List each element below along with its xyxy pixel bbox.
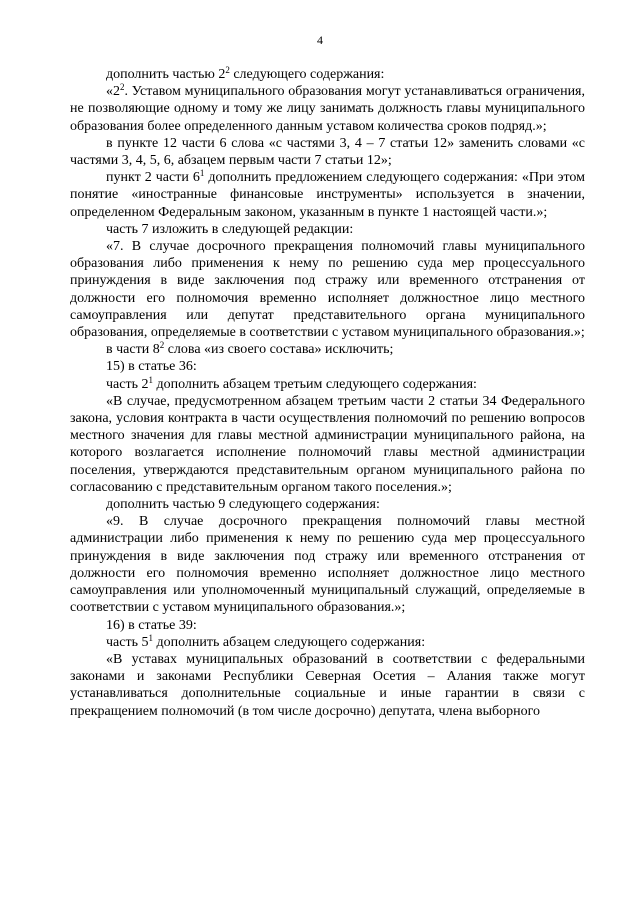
text-run: дополнить абзацем следующего содержания: (152, 634, 426, 650)
text-run: в части 8 (106, 342, 160, 358)
paragraph (70, 221, 585, 238)
text-run: в пункте 12 части 6 слова «с частями 3, 4 – 7 статьи 12» заменить словами «с частями 3, 4, 5, 6, абзацем первым части 7 статьи 12»; (70, 135, 585, 169)
text-run: дополнить частью 9 следующего содержания: (106, 497, 380, 513)
paragraph (70, 341, 585, 358)
text-run: «В случае, предусмотренном абзацем третьим части 2 статьи 34 Федерального закона, условия контракта в части осуществления полномочий по решению вопросов местного значения для главы местной администрации муниципального района, на которого возлагается исполнение полномочий главы местной администрации поселения, утверждаются представительным органом муниципального района по согласованию с представительным органом такого поселения.»; (70, 393, 585, 495)
paragraph (70, 634, 585, 651)
paragraph (70, 238, 585, 341)
text-run: дополнить частью 2 (106, 67, 226, 82)
paragraph (70, 651, 585, 720)
paragraph (70, 617, 585, 634)
paragraph (70, 376, 585, 393)
document-body (70, 66, 585, 720)
page-number: 4 (317, 33, 323, 47)
text-run: пункт 2 части 6 (106, 170, 200, 186)
text-run: часть 5 (106, 634, 149, 650)
text-run: 15) в статье 36: (106, 359, 197, 375)
paragraph (70, 66, 585, 83)
text-run: следующего содержания: (229, 67, 385, 82)
paragraph (70, 496, 585, 513)
text-run: «2 (106, 84, 120, 100)
text-run: «7. В случае досрочного прекращения полномочий главы муниципального образования либо применения к нему по решению суда мер процессуального принуждения в виде заключения под стражу или временного отстранения от должности его полномочия временно исполняет должностное лицо местного самоуправления или депутат представительного органа муниципального образования, определяемые в соответствии с уставом муниципального образования.»; (70, 239, 585, 341)
paragraph (70, 513, 585, 616)
text-run: дополнить предложением следующего содержания: «При этом понятие «иностранные финансовые инструменты» используется в значении, определенном Федеральным законом, указанным в пункте 1 настоящей части.»; (70, 170, 585, 220)
paragraph (70, 135, 585, 169)
paragraph (70, 393, 585, 496)
superscript: 2 (159, 340, 165, 351)
text-run: 16) в статье 39: (106, 617, 197, 633)
text-run: часть 7 изложить в следующей редакции: (106, 221, 354, 237)
superscript: 1 (148, 374, 153, 385)
text-run: . Уставом муниципального образования могут устанавливаться ограничения, не позволяющие одному и тому же лицу занимать должность главы муниципального образования более определенного данным уставом количества сроков подряд.»; (70, 84, 585, 134)
superscript: 1 (148, 632, 153, 643)
text-run: часть 2 (106, 376, 149, 392)
paragraph (70, 358, 585, 375)
superscript: 1 (199, 168, 205, 179)
paragraph (70, 169, 585, 221)
text-run: дополнить абзацем третьим следующего содержания: (152, 376, 477, 392)
paragraph (70, 83, 585, 135)
superscript: 2 (120, 82, 125, 93)
text-run: слова «из своего состава» исключить; (164, 342, 394, 358)
text-run: «В уставах муниципальных образований в соответствии с федеральными законами и законами Республики Северная Осетия – Алания также могут устанавливаться дополнительные социальные и иные гарантии в связи с прекращением полномочий (в том числе досрочно) депутата, члена выборного (70, 651, 585, 719)
superscript: 2 (225, 65, 230, 75)
text-run: «9. В случае досрочного прекращения полномочий главы местной администрации либо применения к нему по решению суда мер процессуального принуждения в виде заключения под стражу или временного отстранения от должности его полномочия временно исполняет должностное лицо местного самоуправления или уполномоченный муниципальный служащий, определяемые в соответствии с уставом муниципального образования.»; (70, 514, 585, 616)
